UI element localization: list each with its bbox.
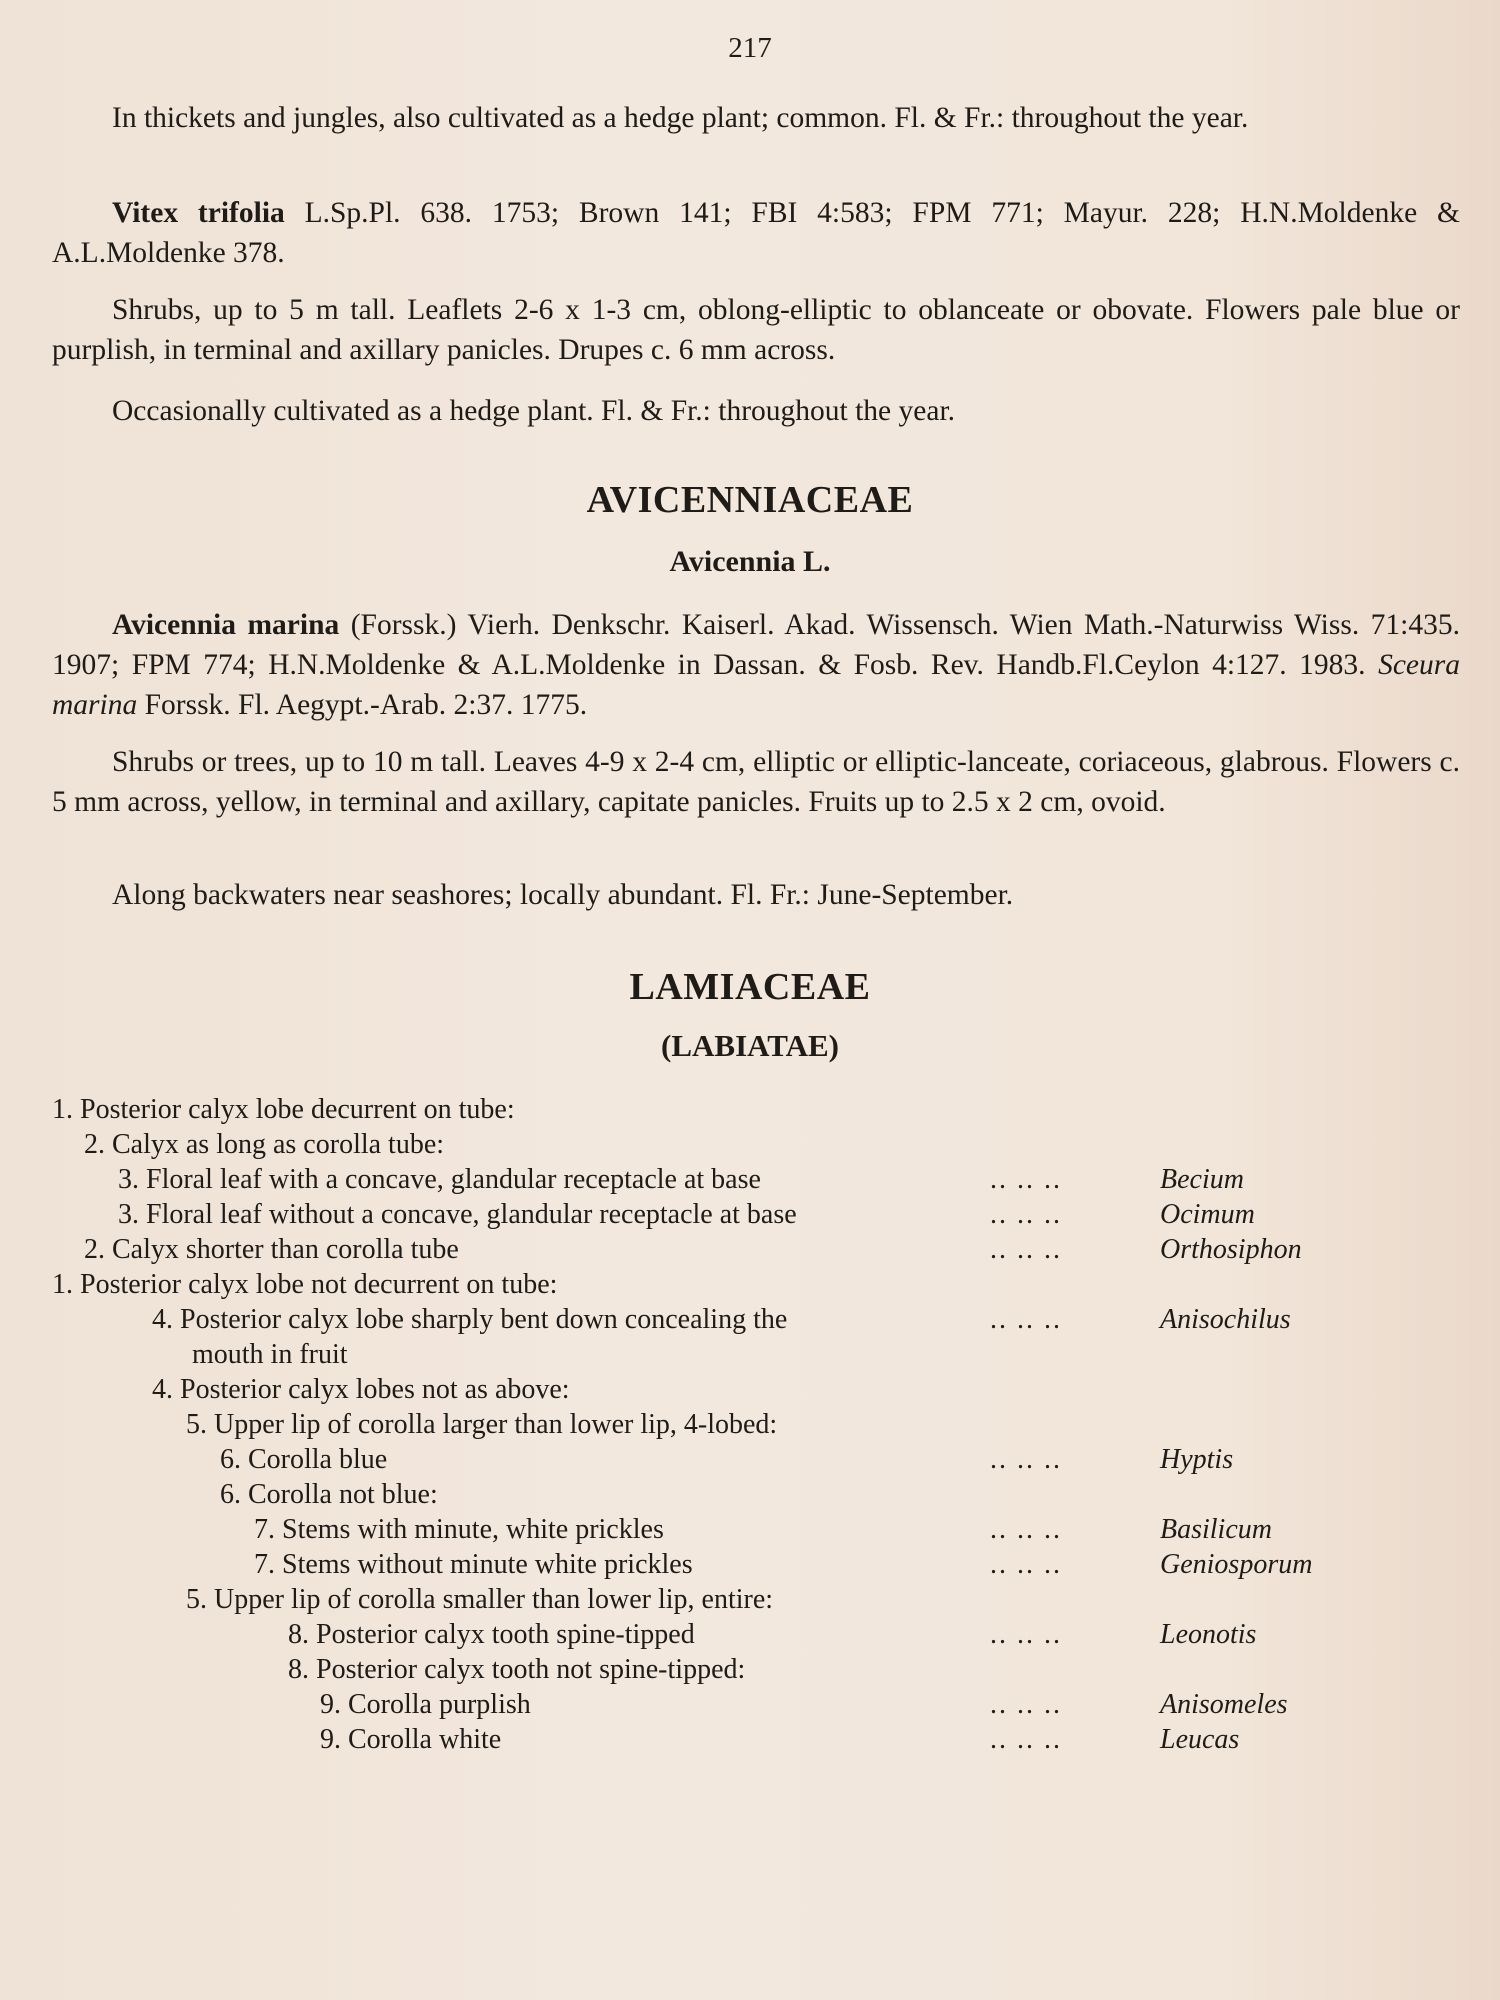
key-text: 8. Posterior calyx tooth not spine-tipped:	[288, 1654, 746, 1685]
key-text: mouth in fruit	[192, 1339, 348, 1370]
species-name: Vitex trifolia	[112, 197, 285, 229]
key-genus: Leucas	[1160, 1724, 1240, 1755]
key-row	[0, 1302, 1500, 1338]
avicennia-marina-citation	[52, 605, 1460, 725]
key-text: 7. Stems with minute, white prickles	[254, 1514, 664, 1545]
key-row	[0, 1722, 1500, 1758]
key-text: 2. Calyx as long as corolla tube:	[84, 1129, 445, 1160]
key-dots: .. .. ..	[990, 1164, 1062, 1195]
avicennia-marina-habitat: Along backwaters near seashores; locally abundant. Fl. Fr.: June-September.	[112, 879, 1014, 911]
synonym-name: Sceura marina	[52, 649, 1460, 721]
key-text: 9. Corolla white	[320, 1724, 502, 1755]
key-dots: .. .. ..	[990, 1514, 1062, 1545]
vitex-trifolia-description: Shrubs, up to 5 m tall. Leaflets 2-6 x 1-3 cm, oblong-elliptic to oblanceate or obovate. Flowers pale blue or purplish, in terminal and axillary panicles. Drupes c. 6 mm across.	[52, 294, 1460, 366]
key-text: 3. Floral leaf without a concave, glandular receptacle at base	[118, 1199, 797, 1230]
vitex-habitat-prev: In thickets and jungles, also cultivated as a hedge plant; common. Fl. & Fr.: throughout the year.	[112, 102, 1249, 134]
key-genus: Anisomeles	[1160, 1689, 1288, 1720]
key-text: 4. Posterior calyx lobes not as above:	[152, 1374, 570, 1405]
key-dots: .. .. ..	[990, 1549, 1062, 1580]
key-row	[0, 1092, 1500, 1128]
key-row	[0, 1407, 1500, 1443]
key-row	[0, 1267, 1500, 1303]
key-dots: .. .. ..	[990, 1234, 1062, 1265]
key-row	[0, 1197, 1500, 1233]
key-genus: Anisochilus	[1160, 1304, 1291, 1335]
key-row	[0, 1162, 1500, 1198]
key-genus: Hyptis	[1160, 1444, 1234, 1475]
key-text: 9. Corolla purplish	[320, 1689, 531, 1720]
key-row	[0, 1617, 1500, 1653]
key-dots: .. .. ..	[990, 1619, 1062, 1650]
key-row	[0, 1512, 1500, 1548]
key-text: 7. Stems without minute white prickles	[254, 1549, 693, 1580]
key-text: 8. Posterior calyx tooth spine-tipped	[288, 1619, 695, 1650]
key-dots: .. .. ..	[990, 1199, 1062, 1230]
key-genus: Geniosporum	[1160, 1549, 1313, 1580]
page-number: 217	[728, 32, 772, 64]
key-row	[0, 1232, 1500, 1268]
key-text: 5. Upper lip of corolla smaller than lower lip, entire:	[186, 1584, 774, 1615]
key-dots: .. .. ..	[990, 1724, 1062, 1755]
key-genus: Ocimum	[1160, 1199, 1255, 1230]
family-alt-name-labiatae: (LABIATAE)	[661, 1028, 839, 1063]
species-name: Avicennia marina	[112, 609, 340, 641]
key-row	[0, 1477, 1500, 1513]
key-row	[0, 1582, 1500, 1618]
key-row	[0, 1372, 1500, 1408]
key-text: 5. Upper lip of corolla larger than lower lip, 4-lobed:	[186, 1409, 778, 1440]
key-dots: .. .. ..	[990, 1304, 1062, 1335]
genus-heading-avicennia: Avicennia L.	[669, 545, 831, 578]
key-dots: .. .. ..	[990, 1689, 1062, 1720]
key-text: 4. Posterior calyx lobe sharply bent down concealing the	[152, 1304, 788, 1335]
key-row	[0, 1687, 1500, 1723]
key-text: 1. Posterior calyx lobe not decurrent on tube:	[52, 1269, 558, 1300]
key-text: 6. Corolla not blue:	[220, 1479, 438, 1510]
key-genus: Leonotis	[1160, 1619, 1257, 1650]
key-row	[0, 1547, 1500, 1583]
key-text: 1. Posterior calyx lobe decurrent on tube:	[52, 1094, 515, 1125]
key-row	[0, 1442, 1500, 1478]
key-row	[0, 1127, 1500, 1163]
avicennia-marina-description: Shrubs or trees, up to 10 m tall. Leaves 4-9 x 2-4 cm, elliptic or elliptic-lanceate, coriaceous, glabrous. Flowers c. 5 mm across, yellow, in terminal and axillary, capitate panicles. Fruits up to 2.5 x 2 cm, ovoid.	[52, 746, 1460, 818]
key-dots: .. .. ..	[990, 1444, 1062, 1475]
vitex-trifolia-habitat: Occasionally cultivated as a hedge plant. Fl. & Fr.: throughout the year.	[112, 395, 956, 427]
key-genus: Orthosiphon	[1160, 1234, 1302, 1265]
citation-text: L.Sp.Pl. 638. 1753; Brown 141; FBI 4:583; FPM 771; Mayur. 228; H.N.Moldenke & A.L.Moldenke 378.	[52, 197, 1460, 269]
family-heading-lamiaceae: LAMIACEAE	[629, 966, 871, 1008]
family-heading-avicenniaceae: AVICENNIACEAE	[586, 479, 914, 521]
key-genus: Becium	[1160, 1164, 1244, 1195]
key-row	[0, 1652, 1500, 1688]
vitex-trifolia-citation	[52, 193, 1460, 273]
synonym-citation: Forssk. Fl. Aegypt.-Arab. 2:37. 1775.	[137, 689, 588, 721]
citation-text: (Forssk.) Vierh. Denkschr. Kaiserl. Akad. Wissensch. Wien Math.-Naturwiss Wiss. 71:435. 1907; FPM 774; H.N.Moldenke & A.L.Moldenke in Dassan. & Fosb. Rev. Handb.Fl.Ceylon 4:127. 1983.	[52, 609, 1460, 681]
key-text: 3. Floral leaf with a concave, glandular receptacle at base	[118, 1164, 761, 1195]
key-row	[0, 1337, 1500, 1373]
key-text: 6. Corolla blue	[220, 1444, 388, 1475]
key-text: 2. Calyx shorter than corolla tube	[84, 1234, 459, 1265]
key-genus: Basilicum	[1160, 1514, 1272, 1545]
